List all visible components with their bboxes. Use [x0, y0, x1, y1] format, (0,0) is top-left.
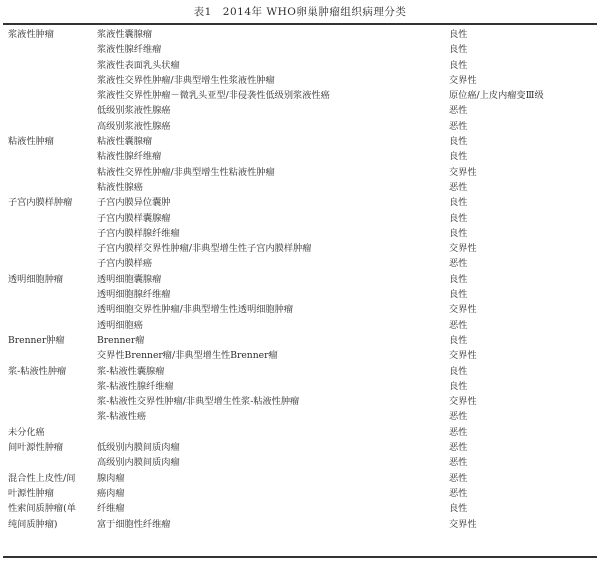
behavior-cell: 恶性 [449, 411, 468, 423]
tumor-type-cell: 透明细胞腺纤维瘤 [97, 289, 171, 301]
behavior-cell: 交界性 [449, 396, 477, 408]
behavior-cell: 恶性 [449, 105, 468, 117]
table-row [0, 425, 600, 440]
table-row [0, 134, 600, 149]
table-row [0, 318, 600, 333]
table-row [0, 302, 600, 317]
table-row [0, 272, 600, 287]
behavior-cell: 恶性 [449, 457, 468, 469]
table-row [0, 103, 600, 118]
table-row [0, 440, 600, 455]
behavior-cell: 良性 [449, 380, 468, 392]
behavior-cell: 恶性 [449, 319, 468, 331]
category-cell: 粘液性肿瘤 [8, 136, 54, 148]
behavior-cell: 恶性 [449, 426, 468, 438]
tumor-type-cell: 浆液性表面乳头状瘤 [97, 59, 180, 71]
tumor-type-cell: 交界性Brenner瘤/非典型增生性Brenner瘤 [97, 350, 278, 362]
table-row [0, 27, 600, 42]
table-caption: 表1 2014年 WHO卵巢肿瘤组织病理分类 [193, 6, 407, 18]
behavior-cell: 良性 [449, 227, 468, 239]
table-row [0, 501, 600, 516]
tumor-type-cell: 透明细胞囊腺瘤 [97, 273, 162, 285]
tumor-type-cell: 浆-粘液性癌 [97, 411, 147, 423]
tumor-type-cell: 富于细胞性纤维瘤 [97, 518, 171, 530]
tumor-type-cell: 浆-粘液性腺纤维瘤 [97, 380, 174, 392]
tumor-type-cell: 子宫内膜样腺纤维瘤 [97, 227, 180, 239]
category-cell: 子宫内膜样肿瘤 [8, 197, 73, 209]
category-cell: 未分化癌 [8, 426, 45, 438]
behavior-cell: 交界性 [449, 350, 477, 362]
table-row [0, 226, 600, 241]
tumor-type-cell: 粘液性腺纤维瘤 [97, 151, 162, 163]
behavior-cell: 良性 [449, 151, 468, 163]
tumor-type-cell: 浆液性交界性肿瘤－微乳头亚型/非侵袭性低级别浆液性癌 [97, 90, 330, 102]
table-row [0, 180, 600, 195]
behavior-cell: 良性 [449, 503, 468, 515]
behavior-cell: 恶性 [449, 487, 468, 499]
table-row [0, 486, 600, 501]
tumor-type-cell: 浆液性交界性肿瘤/非典型增生性浆液性肿瘤 [97, 74, 275, 86]
table-top-rule [3, 23, 597, 25]
table-row [0, 211, 600, 226]
behavior-cell: 交界性 [449, 74, 477, 86]
category-cell: Brenner肿瘤 [8, 334, 65, 346]
table-row [0, 287, 600, 302]
table-row [0, 471, 600, 486]
tumor-type-cell: 粘液性囊腺瘤 [97, 136, 153, 148]
table-row [0, 256, 600, 271]
table-row [0, 455, 600, 470]
behavior-cell: 良性 [449, 29, 468, 40]
classification-table [0, 27, 600, 532]
behavior-cell: 恶性 [449, 181, 468, 193]
behavior-cell: 交界性 [449, 166, 477, 178]
category-cell: 浆液性肿瘤 [8, 29, 54, 40]
table-row [0, 348, 600, 363]
tumor-type-cell: 低级别内膜间质肉瘤 [97, 442, 180, 454]
tumor-type-cell: 浆液性腺纤维瘤 [97, 44, 162, 56]
behavior-cell: 良性 [449, 289, 468, 301]
behavior-cell: 良性 [449, 365, 468, 377]
tumor-type-cell: 低级别浆液性腺癌 [97, 105, 171, 117]
tumor-type-cell: 透明细胞交界性肿瘤/非典型增生性透明细胞肿瘤 [97, 304, 294, 316]
table-row [0, 195, 600, 210]
table-row [0, 119, 600, 134]
behavior-cell: 良性 [449, 212, 468, 224]
category-cell: 性索间质肿瘤(单 [8, 503, 76, 515]
table-row [0, 58, 600, 73]
behavior-cell: 良性 [449, 44, 468, 56]
table-row [0, 42, 600, 57]
category-cell: 间叶源性肿瘤 [8, 442, 64, 454]
tumor-type-cell: 腺肉瘤 [97, 472, 125, 484]
behavior-cell: 良性 [449, 273, 468, 285]
tumor-type-cell: 粘液性交界性肿瘤/非典型增生性粘液性肿瘤 [97, 166, 275, 178]
behavior-cell: 交界性 [449, 304, 477, 316]
tumor-type-cell: 浆-粘液性囊腺瘤 [97, 365, 165, 377]
table-row [0, 73, 600, 88]
behavior-cell: 恶性 [449, 120, 468, 132]
tumor-type-cell: 高级别浆液性腺癌 [97, 120, 171, 132]
tumor-type-cell: 子宫内膜样交界性肿瘤/非典型增生性子宫内膜样肿瘤 [97, 243, 312, 255]
behavior-cell: 良性 [449, 334, 468, 346]
tumor-type-cell: 浆-粘液性交界性肿瘤/非典型增生性浆-粘液性肿瘤 [97, 396, 300, 408]
behavior-cell: 良性 [449, 197, 468, 209]
tumor-type-cell: 粘液性腺癌 [97, 181, 143, 193]
table-row [0, 88, 600, 103]
table-row [0, 333, 600, 348]
behavior-cell: 良性 [449, 136, 468, 148]
category-cell: 混合性上皮性/间 [8, 472, 76, 484]
behavior-cell: 原位癌/上皮内瘤变Ⅲ级 [449, 90, 544, 102]
tumor-type-cell: 高级别内膜间质肉瘤 [97, 457, 180, 469]
category-cell: 浆-粘液性肿瘤 [8, 365, 67, 377]
behavior-cell: 交界性 [449, 243, 477, 255]
behavior-cell: 交界性 [449, 518, 477, 530]
table-row [0, 241, 600, 256]
behavior-cell: 恶性 [449, 258, 468, 270]
tumor-type-cell: 纤维瘤 [97, 503, 125, 515]
tumor-type-cell: 癌肉瘤 [97, 487, 125, 499]
tumor-type-cell: 透明细胞癌 [97, 319, 143, 331]
tumor-type-cell: 子宫内膜样癌 [97, 258, 153, 270]
tumor-type-cell: 子宫内膜样囊腺瘤 [97, 212, 171, 224]
category-cell: 透明细胞肿瘤 [8, 273, 64, 285]
table-row [0, 517, 600, 532]
behavior-cell: 恶性 [449, 442, 468, 454]
table-row [0, 149, 600, 164]
table-row [0, 364, 600, 379]
table-row [0, 379, 600, 394]
table-row [0, 165, 600, 180]
table-row [0, 394, 600, 409]
category-cell: 叶源性肿瘤 [8, 487, 54, 499]
tumor-type-cell: 子宫内膜异位囊肿 [97, 197, 171, 209]
table-bottom-rule [3, 556, 597, 558]
behavior-cell: 良性 [449, 59, 468, 71]
category-cell: 纯间质肿瘤) [8, 518, 58, 530]
tumor-type-cell: Brenner瘤 [97, 334, 145, 346]
tumor-type-cell: 浆液性囊腺瘤 [97, 29, 153, 40]
table-row [0, 409, 600, 424]
behavior-cell: 恶性 [449, 472, 468, 484]
